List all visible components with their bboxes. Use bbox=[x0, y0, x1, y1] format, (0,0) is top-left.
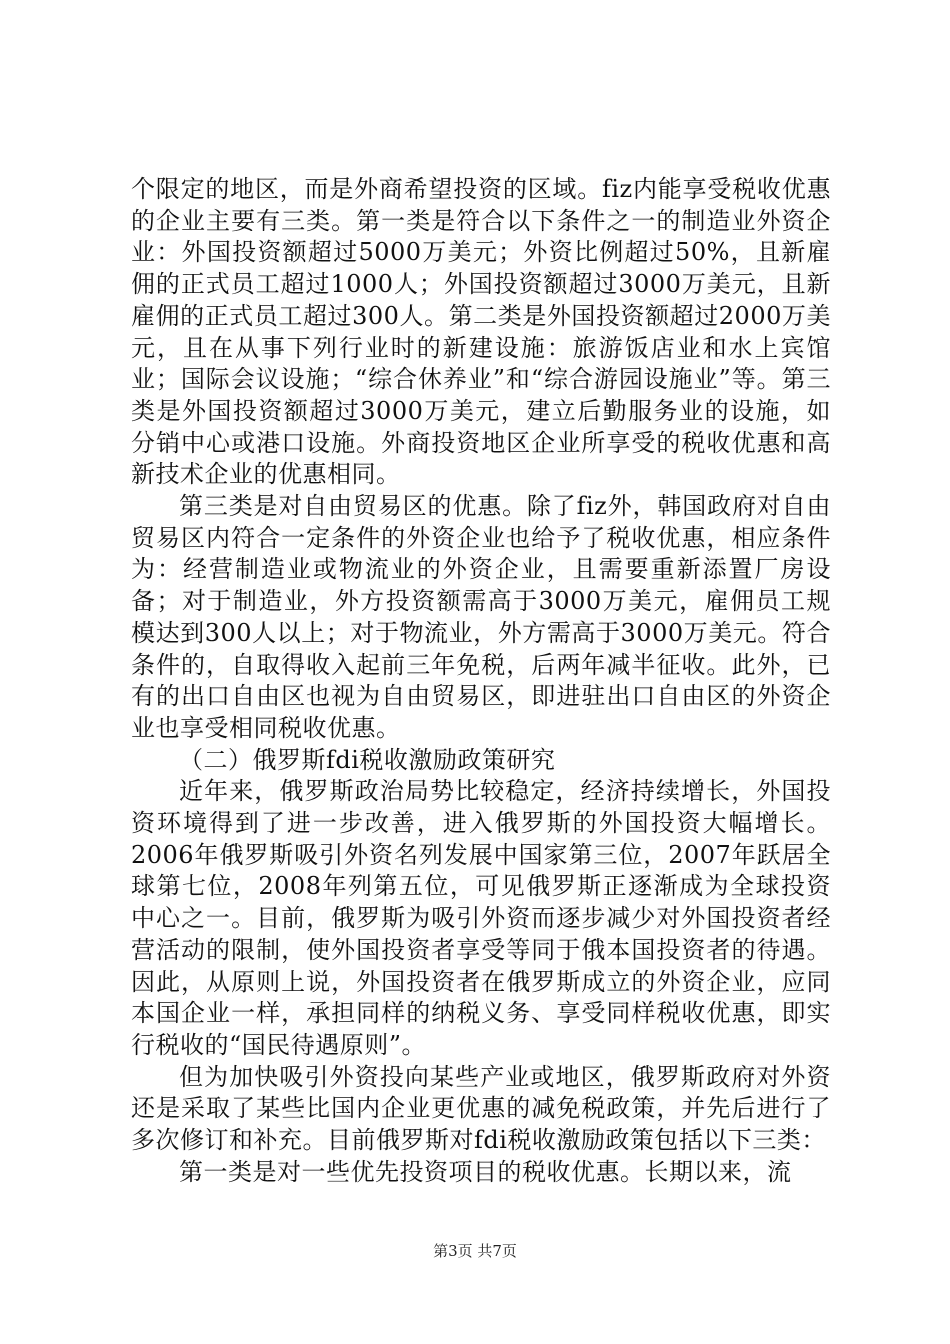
paragraph: 近年来，俄罗斯政治局势比较稳定，经济持续增长，外国投资环境得到了进一步改善，进入俄罗斯的外国投资大幅增长。2006年俄罗斯吸引外资名列发展中国家第三位，2007年跃居全球第七位，2008年列第五位，可见俄罗斯正逐渐成为全球投资中心之一。目前，俄罗斯为吸引外资而逐步减少对外国投资者经营活动的限制，使外国投资者享受等同于俄本国投资者的待遇。因此，从原则上说，外国投资者在俄罗斯成立的外资企业，应同本国企业一样，承担同样的纳税义务、享受同样税收优惠，即实行税收的“国民待遇原则”。 bbox=[131, 777, 831, 1059]
paragraph: 第三类是对自由贸易区的优惠。除了fiz外，韩国政府对自由贸易区内符合一定条件的外资企业也给予了税收优惠，相应条件为：经营制造业或物流业的外资企业，且需要重新添置厂房设备；对于制造业，外方投资额需高于3000万美元，雇佣员工规模达到300人以上；对于物流业，外方需高于3000万美元。符合条件的，自取得收入起前三年免税，后两年减半征收。此外，已有的出口自由区也视为自由贸易区，即进驻出口自由区的外资企业也享受相同税收优惠。 bbox=[131, 492, 831, 742]
page-number: 第3页 共7页 bbox=[433, 1242, 517, 1260]
document-body bbox=[131, 174, 831, 1189]
paragraph: 但为加快吸引外资投向某些产业或地区，俄罗斯政府对外资还是采取了某些比国内企业更优惠的减免税政策，并先后进行了多次修订和补充。目前俄罗斯对fdi税收激励政策包括以下三类： bbox=[131, 1062, 831, 1155]
page-footer bbox=[0, 1240, 950, 1261]
section-heading: （二）俄罗斯fdi税收激励政策研究 bbox=[179, 745, 556, 774]
paragraph: 个限定的地区，而是外商希望投资的区域。fiz内能享受税收优惠的企业主要有三类。第一类是符合以下条件之一的制造业外资企业：外国投资额超过5000万美元；外资比例超过50%，且新雇佣的正式员工超过1000人；外国投资额超过3000万美元，且新雇佣的正式员工超过300人。第二类是外国投资额超过2000万美元，且在从事下列行业时的新建设施：旅游饭店业和水上宾馆业；国际会议设施；“综合休养业”和“综合游园设施业”等。第三类是外国投资额超过3000万美元，建立后勤服务业的设施，如分销中心或港口设施。外商投资地区企业所享受的税收优惠和高新技术企业的优惠相同。 bbox=[131, 175, 831, 489]
paragraph: 第一类是对一些优先投资项目的税收优惠。长期以来，流 bbox=[179, 1157, 792, 1186]
